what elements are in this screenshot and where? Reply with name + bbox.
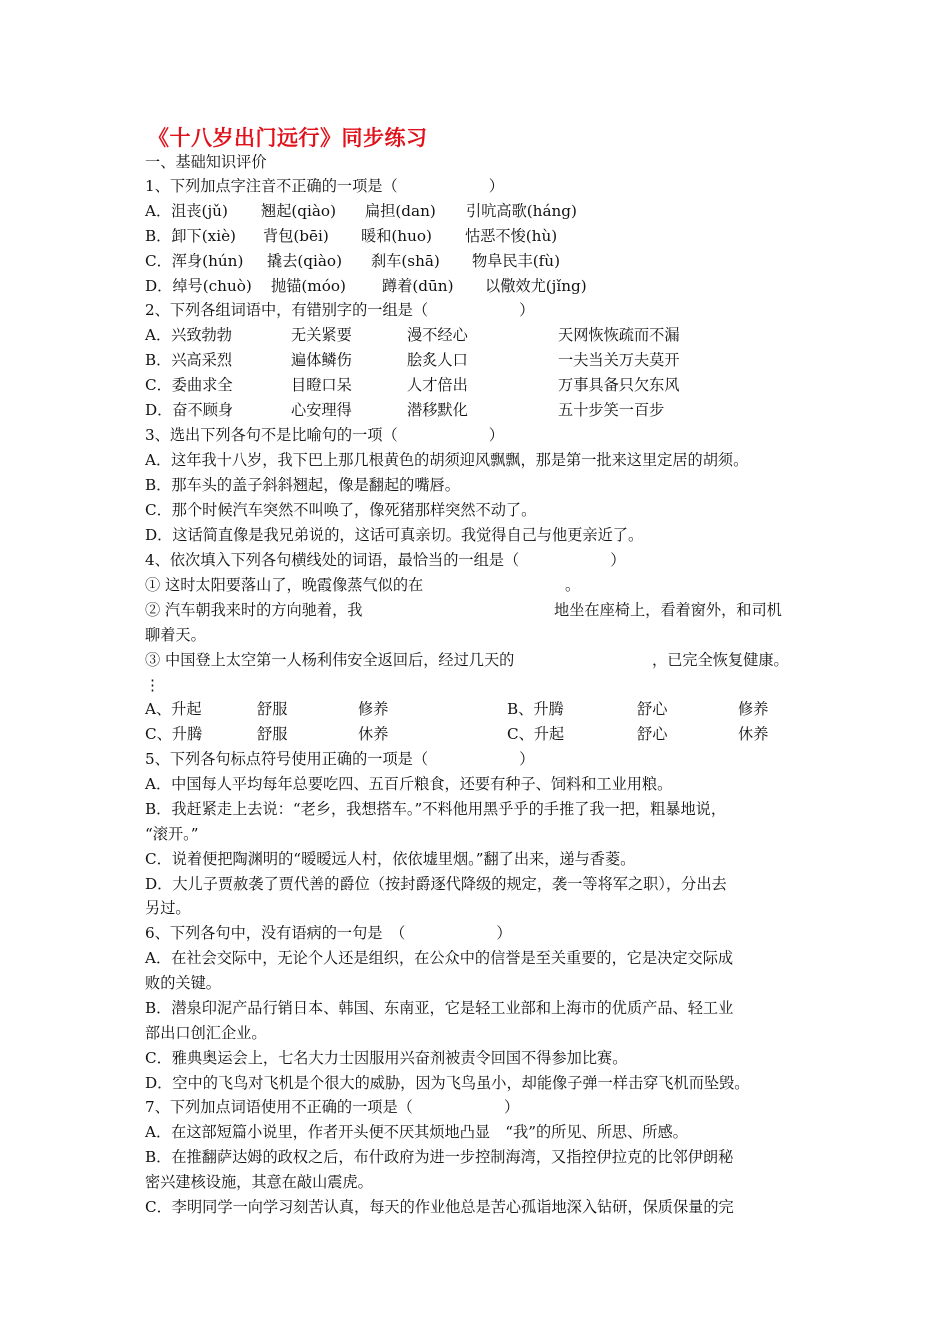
option-item: 漫不经心 [407, 326, 468, 344]
question-4-stem: 4、依次填入下列各句横线处的词语，最恰当的一组是（ ） [145, 551, 626, 569]
sentence-text: 。 [565, 576, 581, 594]
option-item: C、升起 [507, 725, 565, 743]
option-item: 撬去(qiào) [267, 252, 343, 270]
question-5-option-d: D．大儿子贾赦袭了贾代善的爵位（按封爵逐代降级的规定，袭一等将军之职），分出去 [145, 875, 727, 893]
option-item: 蹲着(dūn) [382, 277, 454, 295]
option-item: D．奋不顾身 [145, 401, 234, 419]
option-item: 怙恶不悛(hù) [465, 227, 558, 245]
question-5-stem: 5、下列各句标点符号使用正确的一项是（ ） [145, 750, 535, 768]
option-item: 修养 [738, 700, 769, 718]
question-7-option-c: C．李明同学一向学习刻苦认真，每天的作业他总是苦心孤诣地深入钻研，保质保量的完 [145, 1198, 734, 1216]
sentence-text: ① 这时太阳要落山了，晚霞像蒸气似的在 [145, 576, 424, 594]
question-3-option-d: D．这话简直像是我兄弟说的，这话可真亲切。我觉得自己与他更亲近了。 [145, 526, 644, 544]
option-item: 翘起(qiào) [261, 202, 337, 220]
question-5-option-c: C．说着便把陶渊明的“暧暧远人村，依依墟里烟。”翻了出来，递与香菱。 [145, 850, 636, 868]
option-item: 引吭高歌(háng) [466, 202, 577, 220]
question-6-option-a: A．在社会交际中，无论个人还是组织，在公众中的信誉是至关重要的，它是决定交际成 [145, 949, 734, 967]
option-item: 以儆效尤(jǐng) [485, 277, 587, 295]
question-6-option-b: B．潜泉印泥产品行销日本、韩国、东南亚，它是轻工业部和上海市的优质产品、轻工业 [145, 999, 734, 1017]
option-item: 一夫当关万夫莫开 [558, 351, 680, 369]
question-7-option-a: A．在这部短篇小说里，作者开头便不厌其烦地凸显 “我”的所见、所思、所感。 [145, 1123, 688, 1141]
option-item: 五十步笑一百步 [558, 401, 665, 419]
option-item: 休养 [358, 725, 389, 743]
question-7-option-b-cont: 密兴建核设施，其意在敲山震虎。 [145, 1173, 373, 1191]
option-item: 扁担(dan) [365, 202, 436, 220]
option-item: C．委曲求全 [145, 376, 233, 394]
sentence-text: ② 汽车朝我来时的方向驰着，我 [145, 601, 363, 619]
option-item: 舒心 [637, 700, 668, 718]
question-3-option-a: A．这年我十八岁，我下巴上那几根黄色的胡须迎风飘飘，那是第一批来这里定居的胡须。 [145, 451, 749, 469]
question-4-sentence-2-cont: 聊着天。 [145, 626, 206, 644]
option-item: D．绰号(chuò) [145, 277, 252, 295]
option-item: B．卸下(xiè) [145, 227, 236, 245]
sentence-text: ③ 中国登上太空第一人杨利伟安全返回后，经过几天的 [145, 651, 515, 669]
question-5-option-b: B．我赶紧走上去说：“老乡，我想搭车。”不料他用黑乎乎的手推了我一把，粗暴地说， [145, 800, 727, 818]
question-5-option-b-cont: “滚开。” [145, 825, 199, 843]
question-5-option-d-cont: 另过。 [145, 899, 191, 917]
option-item: 刹车(shā) [371, 252, 440, 270]
option-item: 心安理得 [291, 401, 352, 419]
page-title: 《十八岁出门远行》同步练习 [148, 125, 428, 150]
option-item: 背包(bēi) [263, 227, 329, 245]
option-item: B、升腾 [507, 700, 564, 718]
option-item: B．兴高采烈 [145, 351, 233, 369]
option-item: 遍体鳞伤 [291, 351, 352, 369]
question-3-option-c: C．那个时候汽车突然不叫唤了，像死猪那样突然不动了。 [145, 501, 537, 519]
option-item: 暖和(huo) [361, 227, 432, 245]
sentence-text: ，已完全恢复健康。 [652, 651, 789, 669]
question-6-option-c: C．雅典奥运会上，七名大力士因服用兴奋剂被责令回国不得参加比赛。 [145, 1049, 628, 1067]
option-item: C．浑身(hún) [145, 252, 244, 270]
option-item: 物阜民丰(fù) [472, 252, 561, 270]
question-7-option-b: B．在推翻萨达姆的政权之后，布什政府为进一步控制海湾，又指控伊拉克的比邻伊朗秘 [145, 1148, 734, 1166]
option-item: 万事具备只欠东风 [558, 376, 680, 394]
option-item: 人才倍出 [407, 376, 468, 394]
option-item: 抛锚(móo) [271, 277, 346, 295]
option-item: 潜移默化 [407, 401, 468, 419]
option-item: 天网恢恢疏而不漏 [558, 326, 680, 344]
ellipsis-mark: ⋮ [145, 676, 161, 694]
option-item: 舒心 [637, 725, 668, 743]
option-item: 休养 [738, 725, 769, 743]
question-3-stem: 3、选出下列各句不是比喻句的一项（ ） [145, 426, 504, 444]
option-item: 修养 [358, 700, 389, 718]
question-5-option-a: A．中国每人平均每年总要吃四、五百斤粮食，还要有种子、饲料和工业用粮。 [145, 775, 673, 793]
question-2-stem: 2、下列各组词语中，有错别字的一组是（ ） [145, 301, 535, 319]
option-item: 无关紧要 [291, 326, 352, 344]
option-item: A、升起 [145, 700, 202, 718]
question-6-option-d: D．空中的飞鸟对飞机是个很大的威胁，因为飞鸟虽小，却能像子弹一样击穿飞机而坠毁。 [145, 1074, 750, 1092]
option-item: C、升腾 [145, 725, 203, 743]
option-item: 目瞪口呆 [291, 376, 352, 394]
option-item: A．兴致勃勃 [145, 326, 232, 344]
question-6-stem: 6、下列各句中，没有语病的一句是 （ ） [145, 924, 512, 942]
option-item: 舒服 [257, 725, 288, 743]
question-6-option-b-cont: 部出口创汇企业。 [145, 1024, 267, 1042]
question-6-option-a-cont: 败的关键。 [145, 974, 221, 992]
option-item: A．沮丧(jǔ) [145, 202, 228, 220]
sentence-text: 地坐在座椅上，看着窗外，和司机 [554, 601, 782, 619]
option-item: 脍炙人口 [407, 351, 468, 369]
question-1-stem: 1、下列加点字注音不正确的一项是（ ） [145, 177, 504, 195]
section-heading: 一、基础知识评价 [145, 153, 267, 171]
option-item: 舒服 [257, 700, 288, 718]
question-7-stem: 7、下列加点词语使用不正确的一项是（ ） [145, 1098, 520, 1116]
question-3-option-b: B．那车头的盖子斜斜翘起，像是翻起的嘴唇。 [145, 476, 460, 494]
